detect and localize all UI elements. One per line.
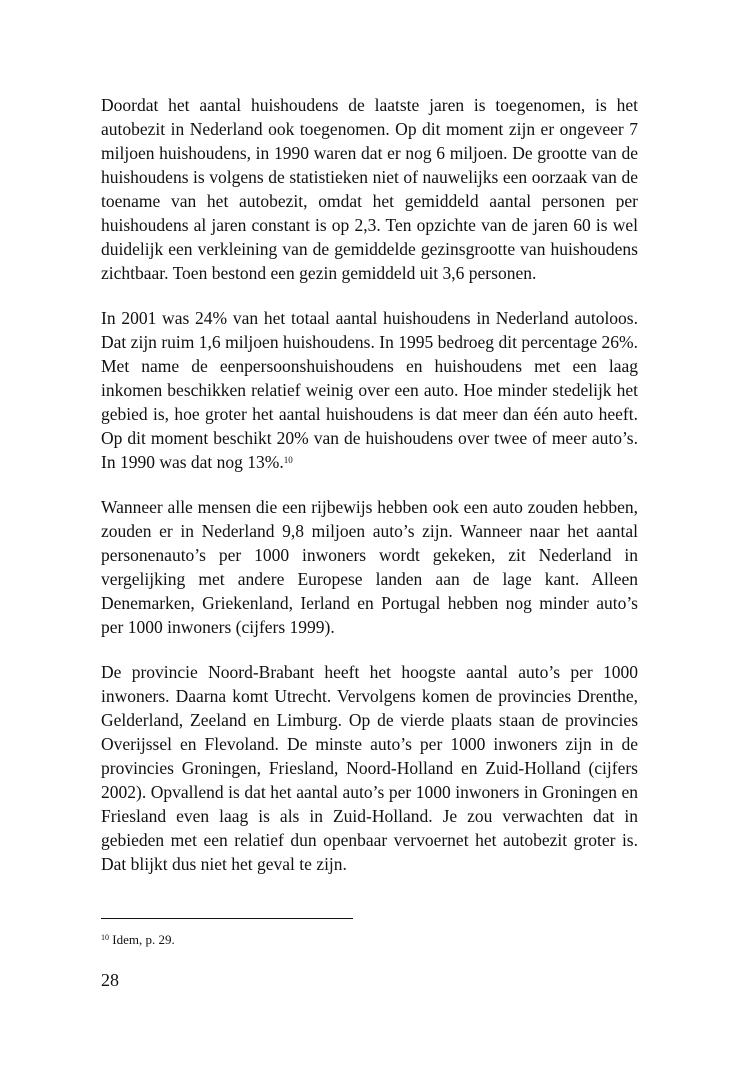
paragraph-text: Doordat het aantal huishoudens de laatste jaren is toegenomen, is het autobezit in Nederland ook toegenomen. Op dit moment zijn er ongeveer 7 miljoen huishoudens, in 1990 waren dat er nog 6 miljoen. De grootte van de huishoudens is volgens de statistieken niet of nauwelijks een oorzaak van de toename van het autobezit, omdat het gemiddeld aantal personen per huishoudens al jaren constant is op 2,3. Ten opzichte van de jaren 60 is wel duidelijk een verkleining van de gemiddelde gezinsgrootte van huishoudens zichtbaar. Toen bestond een gezin gemiddeld uit 3,6 personen. [101, 95, 638, 283]
paragraph-text: Wanneer alle mensen die een rijbewijs hebben ook een auto zouden hebben, zouden er in Nederland 9,8 miljoen auto’s zijn. Wanneer naar het aantal personenauto’s per 1000 inwoners wordt gekeken, zit Nederland in vergelijking met andere Europese landen aan de lage kant. Alleen Denemarken, Griekenland, Ierland en Portugal hebben nog minder auto’s per 1000 inwoners (cijfers 1999). [101, 497, 638, 637]
footnote-number: 10 [101, 933, 109, 942]
paragraph-text: De provincie Noord-Brabant heeft het hoogste aantal auto’s per 1000 inwoners. Daarna komt Utrecht. Vervolgens komen de provincies Drenthe, Gelderland, Zeeland en Limburg. Op de vierde plaats staan de provincies Overijssel en Flevoland. De minste auto’s per 1000 inwoners zijn in de provincies Groningen, Friesland, Noord-Holland en Zuid-Holland (cijfers 2002). Opvallend is dat het aantal auto’s per 1000 inwoners in Groningen en Friesland even laag is als in Zuid-Holland. Je zou verwachten dat in gebieden met een relatief dun openbaar vervoernet het autobezit groter is. Dat blijkt dus niet het geval te zijn. [101, 662, 638, 874]
footnote-text: Idem, p. 29. [109, 932, 175, 947]
footnote [101, 932, 175, 948]
paragraph-european-comparison [101, 495, 638, 639]
paragraph-household-growth [101, 93, 638, 285]
paragraph-provinces [101, 660, 638, 876]
footnote-reference[interactable]: 10 [283, 455, 293, 465]
page-number: 28 [101, 970, 119, 990]
paragraph-car-ownership [101, 306, 638, 474]
paragraph-text: In 2001 was 24% van het totaal aantal huishoudens in Nederland autoloos. Dat zijn ruim 1,6 miljoen huishoudens. In 1995 bedroeg dit percentage 26%. Met name de eenpersoonshuishoudens en huishoudens met een laag inkomen beschikken relatief weinig over een auto. Hoe minder stedelijk het gebied is, hoe groter het aantal huishoudens is dat meer dan één auto heeft. Op dit moment beschikt 20% van de huishoudens over twee of meer auto’s. In 1990 was dat nog 13%. [101, 308, 638, 472]
body-text [101, 93, 638, 897]
footnote-divider [101, 918, 353, 919]
